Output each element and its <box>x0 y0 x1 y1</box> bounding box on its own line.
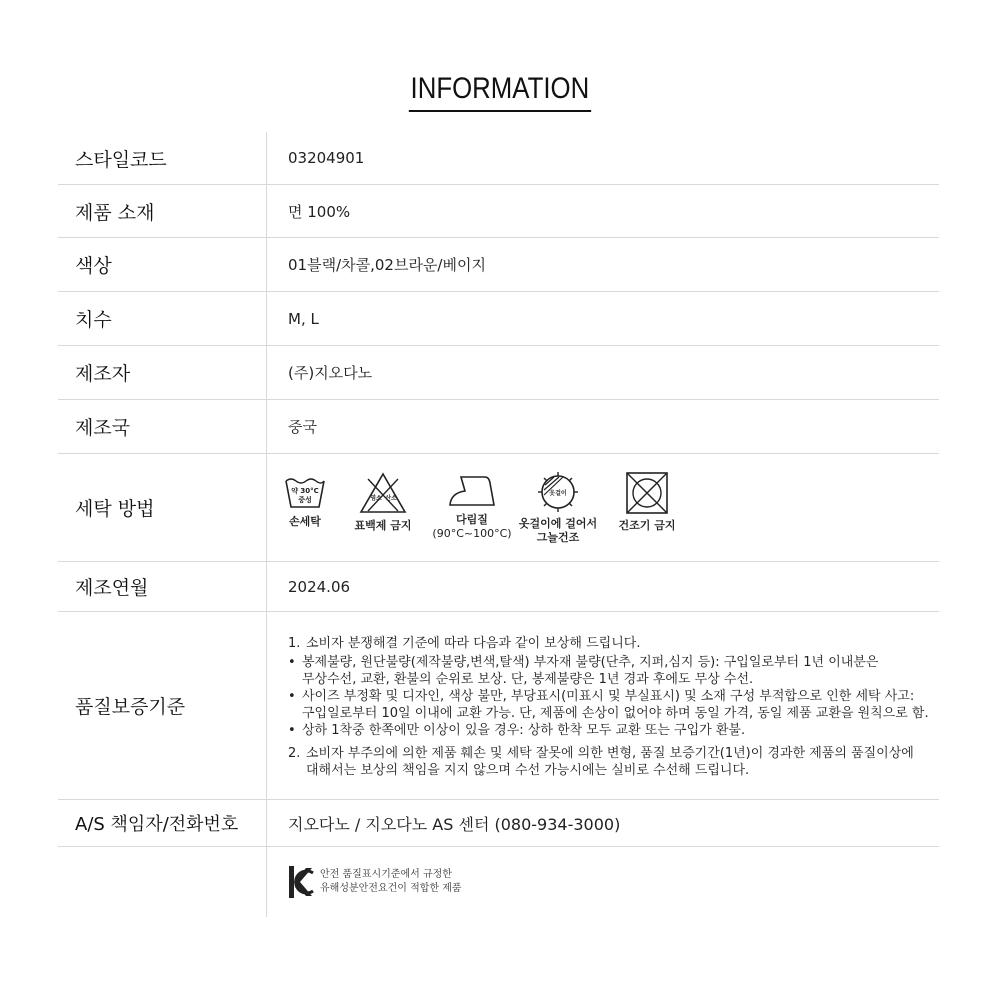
hand-wash-icon <box>284 471 326 511</box>
quality-bullet-1-line1: 봉제불량, 원단불량(제작불량,변색,탈색) 부자재 불량(단추, 지퍼,심지 등): 구입일로부터 1년 이내분은 <box>302 654 879 670</box>
title-wrap <box>0 70 1000 112</box>
label-style-code: 스타일코드 <box>58 132 267 184</box>
quality-item-1-num: 1. <box>288 635 301 651</box>
row-manufacturer <box>58 346 939 400</box>
kc-line-2: 유해성분안전요건이 적합한 제품 <box>320 883 462 894</box>
row-washing <box>58 454 939 562</box>
value-kc <box>267 847 939 917</box>
row-quality <box>58 612 939 800</box>
caption-hang-dry-1: 옷걸이에 걸어서 <box>518 516 598 530</box>
row-as <box>58 800 939 847</box>
bullet-mark: • <box>288 688 296 704</box>
quality-item-2-line2: 대해서는 보상의 책임을 지지 않으며 수선 가능시에는 실비로 수선해 드립니다. <box>306 762 750 778</box>
bullet-mark: • <box>288 654 296 670</box>
value-color: 01블랙/차콜,02브라운/베이지 <box>288 256 486 274</box>
quality-bullet-2 <box>288 688 929 722</box>
row-kc <box>58 847 939 917</box>
row-date <box>58 562 939 612</box>
care-no-tumble-dry <box>612 471 682 533</box>
care-iron <box>432 471 512 541</box>
care-symbols <box>288 471 682 545</box>
quality-bullet-1 <box>288 654 929 688</box>
care-hand-wash <box>284 471 326 529</box>
hand-wash-detergent: 중성 <box>298 495 312 504</box>
value-material: 면 100% <box>288 202 351 221</box>
quality-bullet-3-text: 상하 1착중 한쪽에만 이상이 있을 경우: 상하 한착 모두 교환 또는 구입가 환불. <box>302 722 746 738</box>
caption-no-tumble-dry: 건조기 금지 <box>618 518 676 532</box>
no-bleach-chlorine: 염소 <box>370 494 382 502</box>
hang-dry-inner: 옷걸이 <box>549 489 567 497</box>
quality-bullet-2-line2: 구입일로부터 10일 이내에 교환 가능. 단, 제품에 손상이 없어야 하며 동일 가격, 동일 제품 교환을 원칙으로 함. <box>302 705 929 721</box>
value-quality <box>267 612 939 799</box>
kc-certification <box>288 865 462 899</box>
row-material <box>58 185 939 238</box>
row-country <box>58 400 939 454</box>
value-date: 2024.06 <box>288 577 351 596</box>
label-as: A/S 책임자/전화번호 <box>58 800 267 846</box>
label-date: 제조연월 <box>58 562 267 611</box>
info-table <box>58 132 939 917</box>
page-title: INFORMATION <box>409 70 591 112</box>
label-country: 제조국 <box>58 400 267 453</box>
caption-iron-temp: (90°C~100°C) <box>432 526 512 540</box>
quality-bullet-2-line1: 사이즈 부정확 및 디자인, 색상 불만, 부당표시(미표시 및 부실표시) 및 소재 구성 부적합으로 인한 세탁 사고: <box>302 688 915 704</box>
value-manufacturer: (주)지오다노 <box>288 364 373 382</box>
label-quality: 품질보증기준 <box>58 612 267 799</box>
quality-item-1-text: 소비자 분쟁해결 기준에 따라 다음과 같이 보상해 드립니다. <box>306 635 641 651</box>
label-kc-empty <box>58 847 267 917</box>
value-style-code: 03204901 <box>288 149 365 167</box>
quality-item-2 <box>288 745 929 779</box>
quality-item-1 <box>288 635 929 652</box>
label-washing: 세탁 방법 <box>58 454 267 561</box>
label-manufacturer: 제조자 <box>58 346 267 399</box>
label-size: 치수 <box>58 292 267 345</box>
caption-hand-wash: 손세탁 <box>289 514 321 528</box>
value-size: M, L <box>288 309 319 328</box>
iron-icon <box>447 471 497 509</box>
hang-dry-shade-icon <box>535 471 581 513</box>
caption-hang-dry-2: 그늘건조 <box>536 530 580 544</box>
no-bleach-icon <box>358 471 408 515</box>
label-material: 제품 소재 <box>58 185 267 237</box>
bullet-mark: • <box>288 722 296 738</box>
kc-mark-icon <box>288 865 314 899</box>
row-size <box>58 292 939 346</box>
care-no-bleach <box>348 471 418 533</box>
caption-no-bleach: 표백제 금지 <box>354 518 412 532</box>
caption-iron: 다림질 <box>456 512 488 526</box>
care-hang-dry <box>516 471 600 545</box>
kc-text <box>320 868 462 896</box>
label-color: 색상 <box>58 238 267 291</box>
row-color <box>58 238 939 292</box>
value-as: 지오다노 / 지오다노 AS 센터 (080-934-3000) <box>288 814 621 834</box>
quality-bullet-1-line2: 무상수선, 교환, 환불의 순위로 보상. 단, 봉제불량은 1년 경과 후에도 무상 수선. <box>302 671 754 687</box>
hand-wash-temp: 약 30°C <box>291 486 319 495</box>
no-bleach-oxygen: 산소 <box>385 494 397 502</box>
row-style-code <box>58 132 939 185</box>
value-country: 중국 <box>288 418 317 436</box>
value-washing <box>267 454 939 561</box>
no-tumble-dry-icon <box>625 471 669 515</box>
quality-item-2-num: 2. <box>288 745 301 761</box>
quality-bullet-3 <box>288 722 929 739</box>
kc-line-1: 안전 품질표시기준에서 규정한 <box>320 869 452 880</box>
quality-item-2-line1: 소비자 부주의에 의한 제품 훼손 및 세탁 잘못에 의한 변형, 품질 보증기간(1년)이 경과한 제품의 품질이상에 <box>306 745 914 761</box>
